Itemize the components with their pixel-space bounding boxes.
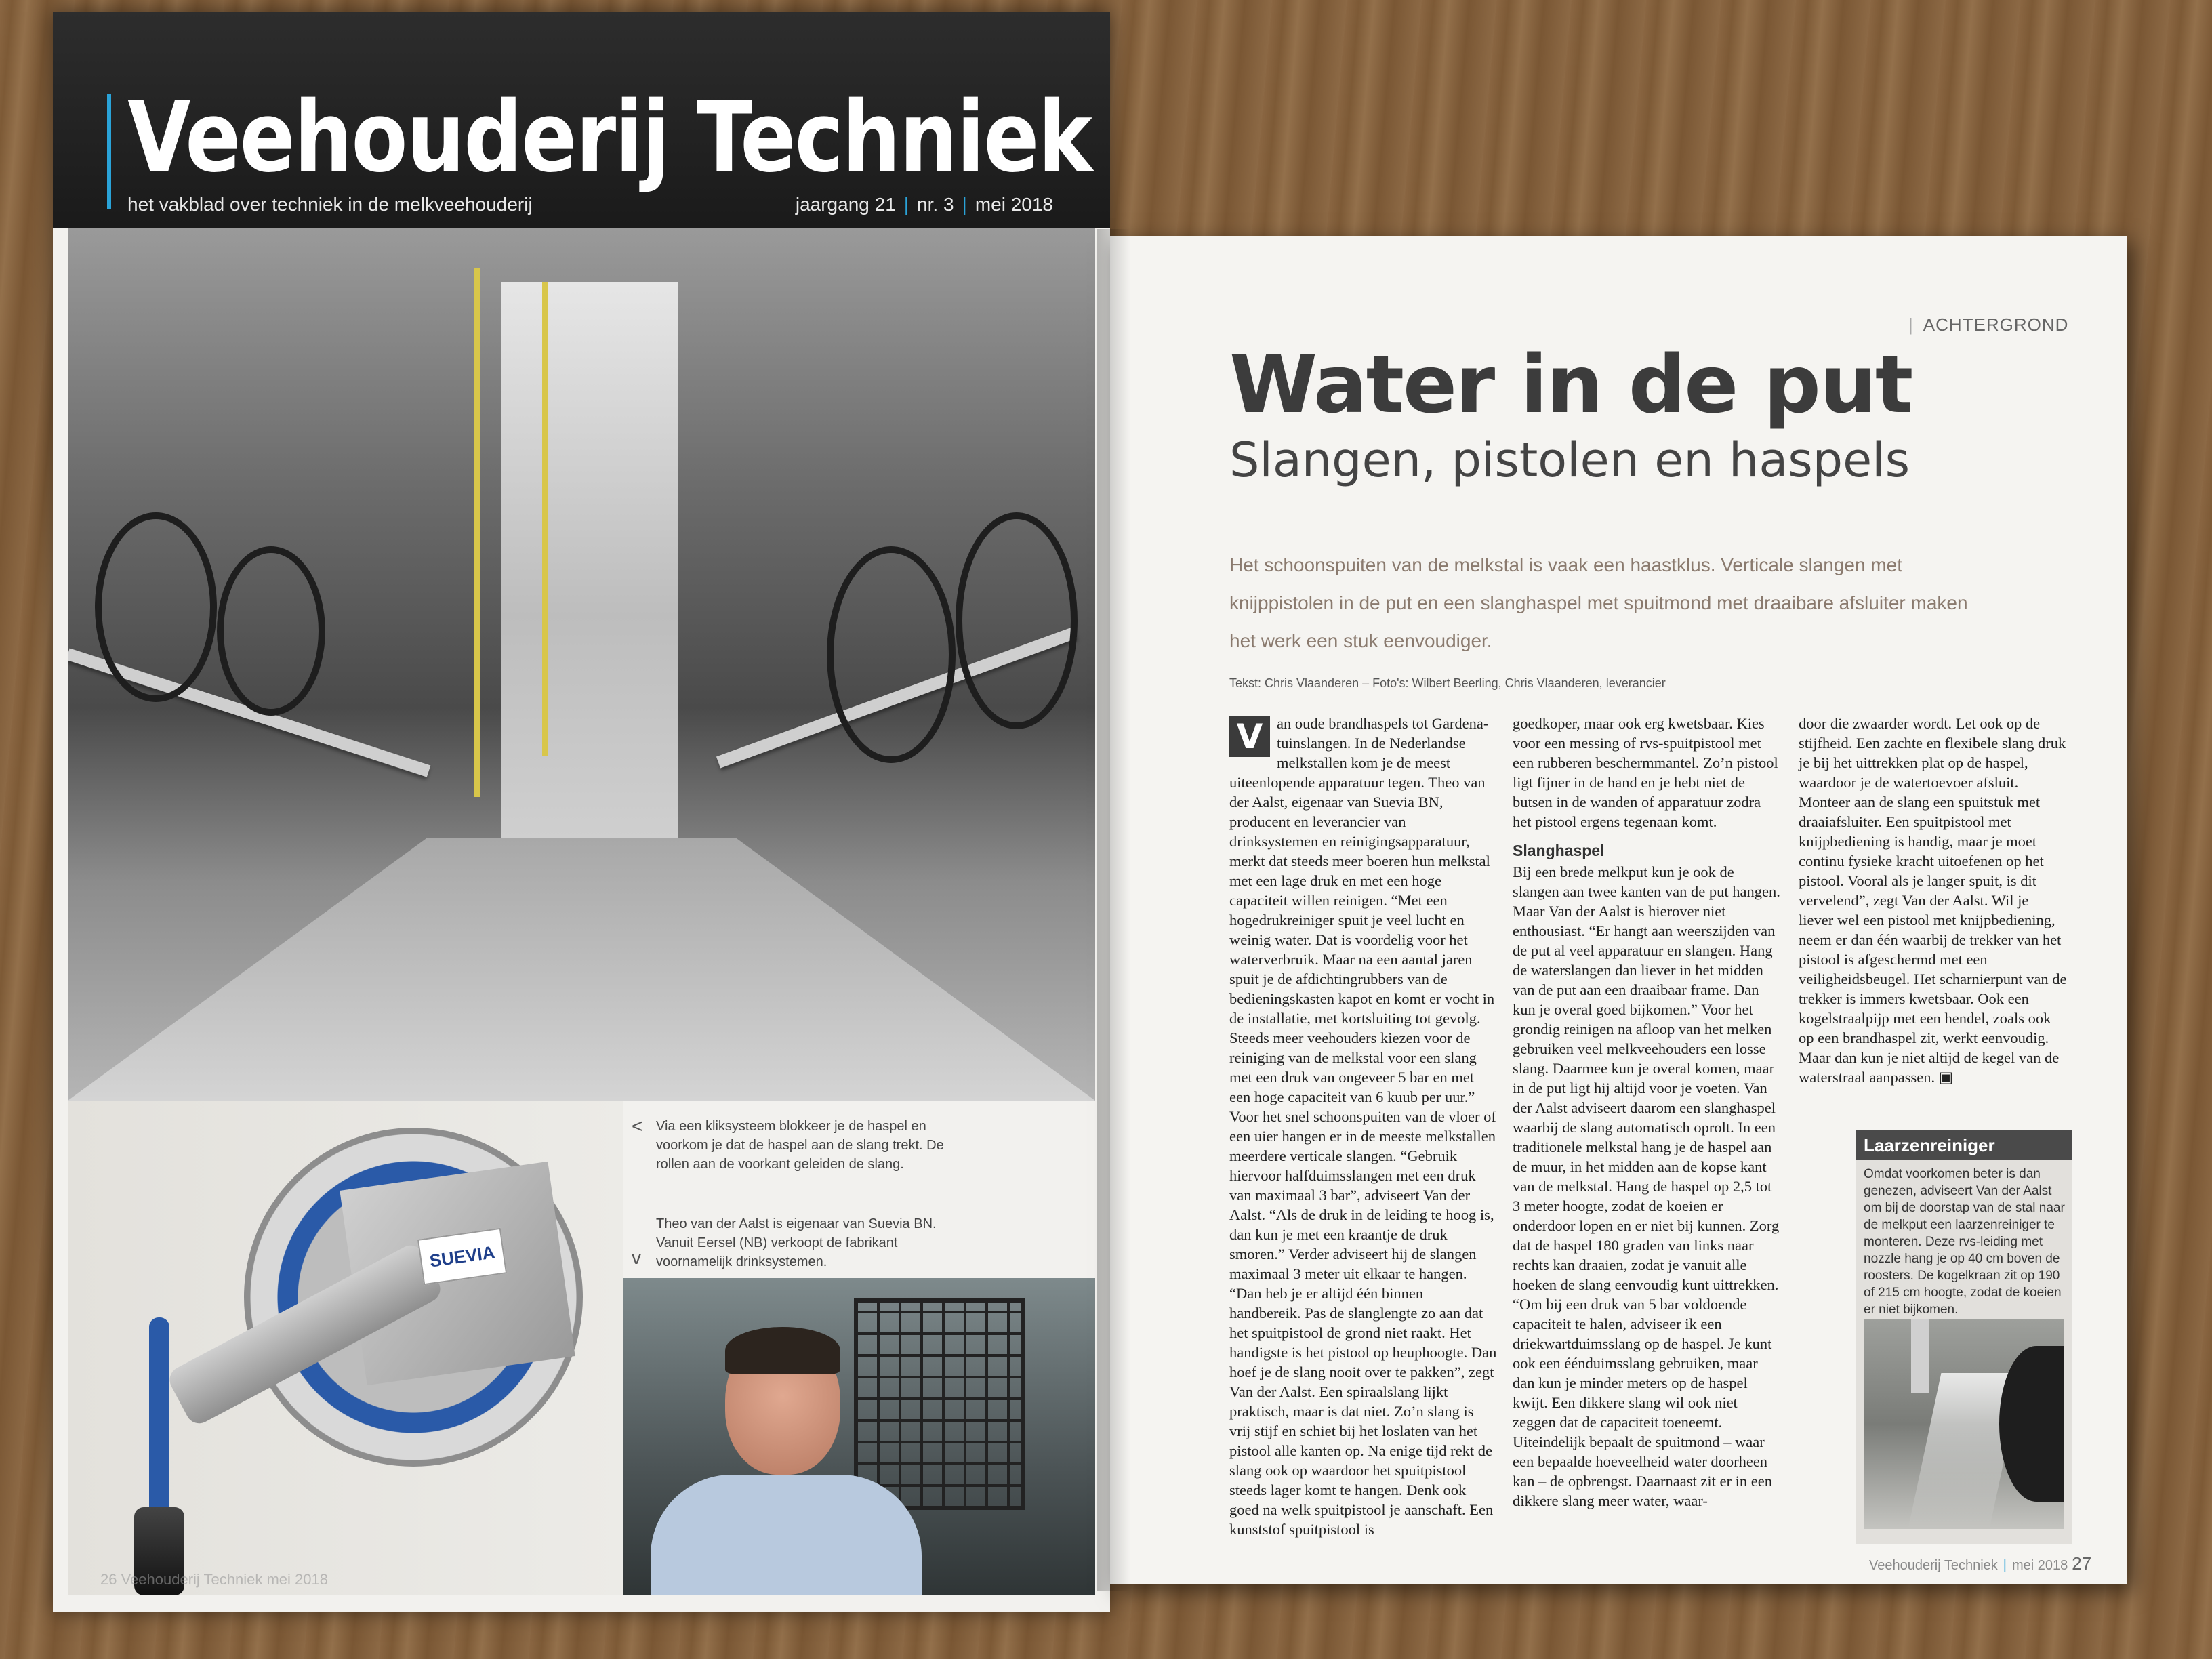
separator: |	[2003, 1558, 2007, 1573]
drop-cap: V	[1229, 716, 1270, 757]
parlour-pit-floor	[68, 838, 1095, 1101]
article-credits: Tekst: Chris Vlaanderen – Foto's: Wilbert Beerling, Chris Vlaanderen, leverancier	[1229, 676, 1666, 690]
article-column-1	[1229, 714, 1498, 1539]
left-page	[53, 12, 1110, 1612]
magazine-spread	[53, 12, 2167, 1612]
section-label	[1908, 314, 2068, 335]
sidebar-box-text: Omdat voorkomen beter is dan genezen, adviseert Van der Aalst om bij de doorstap van de stal naar de melkput een laarzenreiniger te monteren. Deze rvs-leiding met nozzle hang je op 40 cm boven de roosters. De kogelkraan zit op 190 of 215 cm hoogte, zodat de koeien er niet bijkomen.	[1864, 1167, 2065, 1317]
masthead-accent-bar	[107, 94, 111, 209]
person-shirt	[651, 1475, 922, 1595]
column-2-text-a: goedkoper, maar ook erg kwetsbaar. Kies voor een messing of rvs-spuitpistool met een rubberen beschermmantel. Zo’n pistool ligt fijner in de hand en je hebt niet de butsen in de wanden of apparatuur zodra het pistool ergens tegenaan komt.	[1513, 715, 1778, 830]
end-mark-icon: ▣	[1938, 1069, 1954, 1086]
article-column-3	[1799, 714, 2067, 1087]
article-subtitle: Slangen, pistolen en haspels	[1229, 432, 1910, 488]
column-1-text: an oude brandhaspels tot Gardena-tuinslangen. In de Nederlandse melkstallen kom je de meest uiteenlopende apparatuur tegen. Theo van der Aalst, eigenaar van Suevia BN, producent en leverancier van drinksystemen en reinigingsapparatuur, merkt dat steeds meer boeren hun melkstal met een lage druk en met een hoge capaciteit willen reinigen. “Met een hogedrukreiniger spuit je veel lucht en weinig water. Dat is voordelig voor het waterverbruik. Maar na een aantal jaren spuit je de afdichtingrubbers van de bedieningskasten kapot en komt er vocht in de installatie, met kortsluiting tot gevolg. Steeds meer veehouders kiezen voor de reiniging van de melkstal voor een slang met een druk van ongeveer 5 bar en met een hoge capaciteit van 6 kuub per uur.” Voor het snel schoonspuiten van de vloer of een uier hangen er in de meeste melkstallen meerdere verticale slangen. “Gebruik hiervoor halfduimsslangen met een druk van maximaal 3 bar”, adviseert Van der Aalst. “Als de druk in de leiding te hoog is, dan kun je met een kraantje de druk smoren.” Verder adviseert hij de slangen maximaal 3 meter uit elkaar te hangen. “Dan heb je er altijd één binnen handbereik. Pas de slanglengte zo aan dat het spuitpistool de grond niet raakt. Het handigste is het pistool op heuphoogte. Dan hoef je de slang nooit over te pakken”, zegt Van der Aalst. Een spiraalslang lijkt praktisch, maar is dat niet. Zo’n slang is vrij stijf en schiet bij het loslaten van het pistool alle kanten op. Na enige tijd rekt de slang ook op waardoor het spuitpistool steeds lager komt te hangen. Denk ook goed na welk spuitpistool je aanschaft. Een kunststof spuitpistool is	[1229, 715, 1497, 1538]
masthead	[53, 12, 1110, 228]
article-column-2	[1513, 714, 1781, 1511]
arrow-down-icon: v	[632, 1247, 641, 1268]
reel-brand-label: SUEVIA	[417, 1228, 507, 1286]
parlour-back-wall	[501, 282, 678, 838]
separator: |	[962, 194, 967, 215]
sidebar-box	[1856, 1130, 2072, 1544]
caption-person-text: Theo van der Aalst is eigenaar van Suevia BN. Vanuit Eersel (NB) verkoopt de fabrikant voornamelijk drinksystemen.	[656, 1216, 937, 1269]
right-page	[1110, 236, 2127, 1584]
issue-volume: jaargang 21	[795, 194, 896, 215]
cow-shadow	[1999, 1346, 2064, 1502]
yellow-hose	[474, 268, 480, 797]
rvs-pipe	[1911, 1319, 1929, 1393]
magazine-title: Veehouderij Techniek	[127, 80, 1092, 194]
milking-hose	[95, 512, 217, 702]
milking-parlour-photo	[68, 228, 1095, 1101]
column-2-text-b: Bij een brede melkput kun je ook de slangen aan twee kanten van de put hangen. Maar Van der Aalst is hierover niet enthousiast. “Er hangt aan weerszijden van de put al veel apparatuur en slangen. Hang de waterslangen dan liever in het midden van de put aan een draaibaar frame. Dan kun je overal goed bijkomen.” Voor het grondig reinigen na afloop van het melken gebruiken veel melkveehouders een losse slang. Daarmee kun je overal komen, maar in de put ligt hij altijd voor je voeten. Van der Aalst adviseert daarom een slanghaspel waarbij de slang automatisch oprolt. In een traditionele melkstal hang je de haspel aan de muur, in het midden aan de kopse kant van de melkstal. Hang de haspel op 2,5 tot 3 meter hoogte, zodat de koeien er onderdoor lopen en er niet bij kunnen. Zorg dat de haspel 180 graden van links naar rechts kan draaien, zodat je vanuit alle hoeken de slang eenvoudig kunt uittrekken. “Om bij een druk van 5 bar voldoende capaciteit te halen, adviseer ik een driekwartduimsslang op de haspel. Je kunt ook een éénduimsslang gebruiken, maar dan kun je minder meters op de haspel kwijt. Een dikkere slang wil ook niet zeggen dat de capaciteit toeneemt. Uiteindelijk bepaalt de spuitmond – waar een bepaalde hoeveelheid water doorheen kan – de opbrengst. Daarnaast zit er in een dikkere slang meer water, waar-	[1513, 863, 1780, 1509]
milking-hose	[956, 512, 1078, 729]
page-number: 27	[2072, 1553, 2092, 1574]
milking-hose	[217, 546, 325, 716]
arrow-left-icon: <	[632, 1115, 643, 1136]
column-3-text: door die zwaarder wordt. Let ook op de stijfheid. Een zachte en flexibele slang druk je bij het uittrekken plat op de haspel, waardoor je de watertoevoer afsluit. Monteer aan de slang een spuitstuk met draaiafsluiter. Een spuitpistool met knijpbediening is handig, maar je moet continu fysieke kracht uitoefenen op het pistool. Vooral als je langer spuit, is dit vervelend”, zegt Van der Aalst. Wil je liever wel een pistool met knijpbediening, neem er dan één waarbij de trekker van het pistool is afgeschermd met een veiligheidsbeugel. Het scharnierpunt van de trekker is immers kwetsbaar. Ook een kogelstraalpijp met een hendel, zoals ook op een brandhaspel zit, werkt eenvoudig. Maar dan kun je niet altijd de kegel van de waterstraal aanpassen.	[1799, 715, 2067, 1086]
caption-reel-text: Via een kliksysteem blokkeer je de haspel en voorkom je dat de haspel aan de slang trekt. De rollen aan de voorkant geleiden de slang.	[656, 1119, 944, 1172]
folio-date: mei 2018	[2011, 1558, 2068, 1573]
separator: |	[903, 194, 909, 215]
hose-reel-photo	[68, 1101, 623, 1595]
page-gutter-shadow	[1097, 229, 1130, 1591]
wire-rack	[854, 1298, 1025, 1510]
milking-hose	[827, 546, 956, 763]
article-title: Water in de put	[1229, 337, 1912, 431]
folio-magazine: Veehouderij Techniek	[1869, 1558, 1998, 1573]
article-lead: Het schoonspuiten van de melkstal is vaak een haastklus. Verticale slangen met knijppistolen in de put en een slanghaspel met spuitmond met draaibare afsluiter maken het werk een stuk eenvoudiger.	[1229, 554, 1968, 651]
separator: |	[1908, 314, 1914, 335]
boot-cleaner-photo	[1864, 1319, 2064, 1529]
caption-reel	[632, 1115, 975, 1174]
magazine-tagline: het vakblad over techniek in de melkveehouderij	[127, 194, 533, 215]
yellow-hose	[542, 282, 548, 756]
person-hair	[725, 1327, 840, 1374]
left-page-folio: 26 Veehouderij Techniek mei 2018	[100, 1571, 328, 1588]
issue-date: mei 2018	[975, 194, 1053, 215]
right-page-folio	[1869, 1553, 2091, 1574]
issue-info	[796, 194, 1053, 216]
issue-number: nr. 3	[917, 194, 954, 215]
caption-person	[632, 1214, 975, 1271]
portrait-photo	[623, 1278, 1095, 1595]
section-label-text: ACHTERGROND	[1923, 314, 2069, 335]
sidebar-box-title: Laarzenreiniger	[1856, 1130, 2072, 1160]
subheading-slanghaspel: Slanghaspel	[1513, 842, 1605, 859]
